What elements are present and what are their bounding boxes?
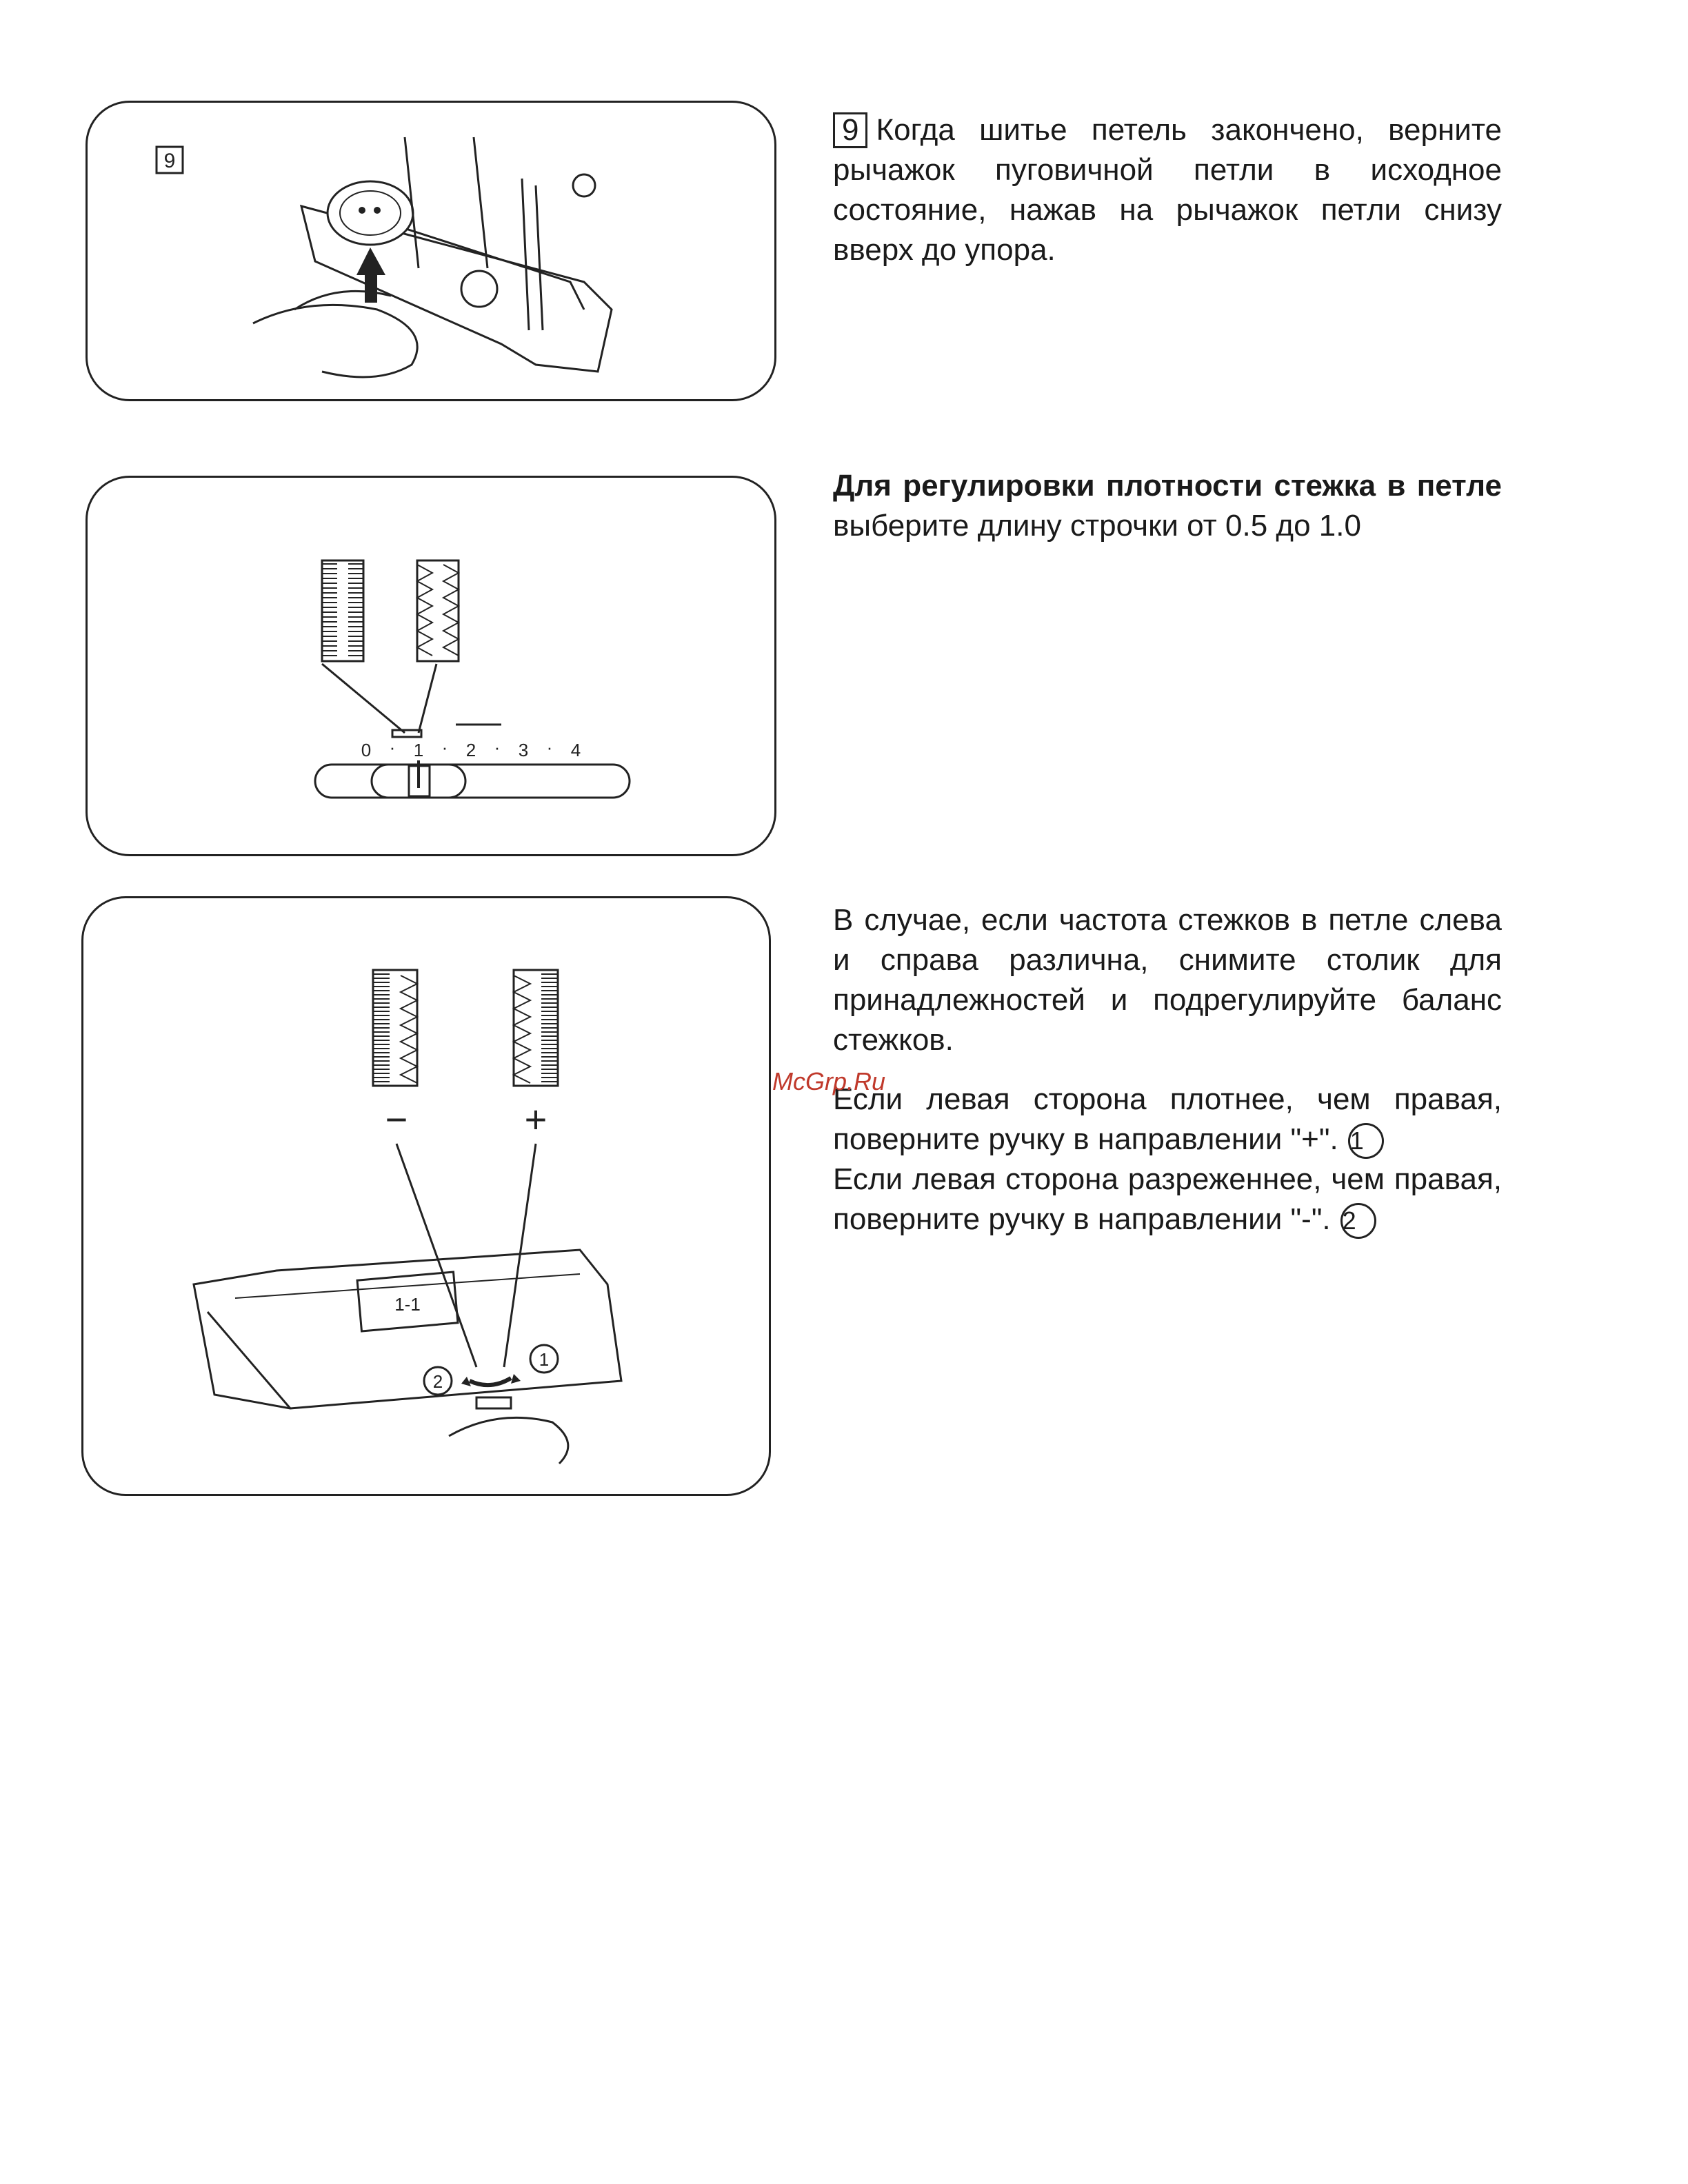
density-text: выберите длину строчки от 0.5 до 1.0 (833, 509, 1361, 543)
marker-1-label: 1 (539, 1349, 550, 1370)
plate-label: 1-1 (394, 1294, 421, 1315)
svg-text:·: · (546, 737, 553, 758)
section-stitch-density (833, 466, 1502, 546)
balance-paragraph-2: Если левая сторона плотнее, чем правая, поверните ручку в направлении "+". (833, 1082, 1502, 1156)
circled-1-icon: 1 (1348, 1123, 1384, 1159)
scale-label-0: 0 (361, 740, 372, 760)
scale-label-2: 2 (465, 740, 476, 760)
svg-text:·: · (389, 737, 396, 758)
section-stitch-balance (833, 900, 1502, 1240)
scale-label-4: 4 (570, 740, 581, 760)
step-9-text: Когда шитье петель закончено, верните рычажок пуговичной петли в исходное состояние, нажав на рычажок петли снизу вверх до упора. (833, 113, 1502, 267)
balance-paragraph-1: В случае, если частота стежков в петле слева и справа различна, снимите столик для принадлежностей и подрегулируйте баланс стежков. (833, 903, 1502, 1057)
scale-label-3: 3 (518, 740, 529, 760)
figure-stitch-density (86, 476, 776, 856)
balance-paragraph-3: Если левая сторона разреженнее, чем правая, поверните ручку в направлении "-". (833, 1162, 1502, 1236)
plus-label: + (524, 1098, 547, 1141)
scale-label-1: 1 (413, 740, 424, 760)
circled-2-icon: 2 (1340, 1203, 1376, 1239)
step-label-icon-text: 9 (163, 150, 176, 172)
figure-stitch-balance (81, 896, 771, 1496)
marker-2-label: 2 (432, 1371, 443, 1392)
svg-text:·: · (441, 737, 448, 758)
watermark: McGrp.Ru (772, 1067, 886, 1095)
svg-text:·: · (494, 737, 501, 758)
density-heading: Для регулировки плотности стежка в петле (833, 469, 1502, 503)
step-number-box: 9 (833, 112, 867, 148)
figure-buttonhole-lever (86, 101, 776, 401)
section-step-9 (833, 110, 1502, 270)
minus-label: − (385, 1098, 408, 1141)
